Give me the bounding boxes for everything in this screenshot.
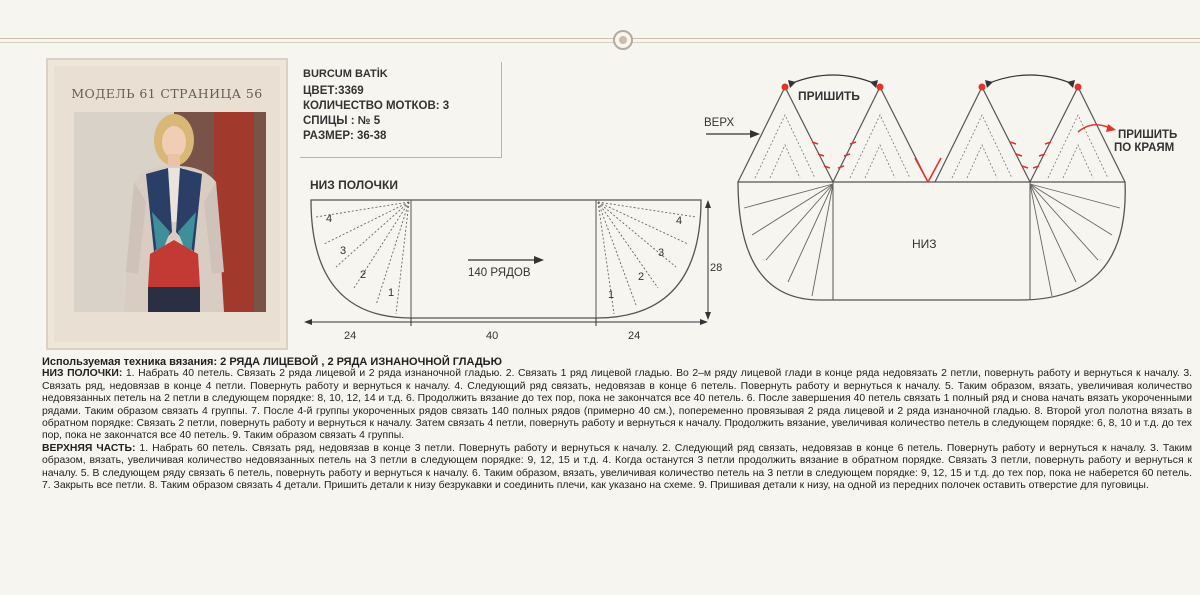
- width-right: 24: [628, 330, 641, 342]
- seam-marks: [812, 142, 1051, 182]
- front-panel-outline: [311, 200, 701, 318]
- lower-right-wedges: [1030, 184, 1120, 296]
- front-diagram-title: НИЗ ПОЛОЧКИ: [310, 178, 398, 192]
- model-photo: [74, 112, 266, 312]
- width-left: 24: [344, 330, 357, 342]
- upper-triangles: [738, 87, 1125, 182]
- left-wedge-2: 2: [360, 269, 367, 281]
- right-wedge-4: 4: [676, 215, 683, 227]
- right-wedge-3: 3: [658, 247, 665, 259]
- height-dimension: 28: [710, 262, 723, 274]
- needle-size: СПИЦЫ : № 5: [303, 115, 381, 127]
- yarn-brand: BURCUM BATİK: [303, 68, 388, 80]
- yarn-skeins: КОЛИЧЕСТВО МОТКОВ: 3: [303, 100, 450, 112]
- triangle-guides: [755, 115, 1108, 178]
- rows-arrow-head: [534, 256, 544, 264]
- top-instructions: [42, 443, 1192, 493]
- right-wedge-2: 2: [638, 271, 645, 283]
- upper-assembly-diagram: [700, 70, 1200, 306]
- bottom-label: НИЗ: [912, 237, 937, 251]
- sew-arcs: [790, 75, 1073, 84]
- technique-line: Используемая техника вязания: 2 РЯДА ЛИЦЕВОЙ , 2 РЯДА ИЗНАНОЧНОЙ ГЛАДЬЮ: [42, 356, 502, 368]
- left-wedge-1: 1: [388, 287, 395, 299]
- front-heading: НИЗ ПОЛОЧКИ:: [42, 368, 123, 380]
- ornament-icon: [613, 30, 633, 50]
- model-figure-image: [124, 112, 234, 312]
- lower-left-wedges: [744, 184, 833, 296]
- top-rule-secondary: [0, 42, 1200, 43]
- sew-edges-label: ПРИШИТЬ ПО КРАЯМ: [1114, 129, 1178, 154]
- top-label: ВЕРХ: [704, 117, 735, 129]
- instructions-block: [42, 356, 1192, 492]
- rows-label: 140 РЯДОВ: [468, 267, 531, 279]
- right-wedge-1: 1: [608, 289, 615, 301]
- top-text: 1. Набрать 60 петель. Связать ряд, недовязав в конце 3 петли. Повернуть работу и вернуться к началу. 2. Следующий ряд связать, недовязав в конце 6 петель. Повернуть работу и вернуться к началу. 3. Таким образом, вязать, увеличивая количество недовязанных петель на 3 петли в следующем порядке: 9, 12, 15 и т.д. 4. Когда останутся 3 петли продолжить вязание в обратном порядке. Связать 3 петли, повернуть работу и вернуться к началу. 5. В следующем ряду связать 6 петель, повернуть работу и вернуться к началу. 6. Таким образом, вязать, увеличивая количество петель на 3 петли в следующем порядке: 9, 12, 15 и т.д. до тех пор, пока не наберется 60 петель. 7. Закрыть все петли. 8. Таким образом связать 4 детали. Пришить детали к низу безрукавки и соединить плечи, как указано на схеме. 9. Пришивая детали к низу, на одной из передних полочек оставить отверстие для пуговицы.: [42, 442, 1193, 492]
- front-instructions: [42, 368, 1192, 442]
- yarn-color: ЦВЕТ:3369: [303, 85, 364, 97]
- garment-size: РАЗМЕР: 36-38: [303, 130, 387, 142]
- front-bottom-diagram: [296, 172, 726, 350]
- width-center: 40: [486, 330, 499, 342]
- left-wedge-3: 3: [340, 245, 347, 257]
- model-photo-card: [46, 58, 288, 350]
- front-text: 1. Набрать 40 петель. Связать 2 ряда лицевой и 2 ряда изнаночной гладью. 2. Связать 1 ряд лицевой гладью. Во 2–м ряду лицевой глади в конце ряда недовязать 2 петли, повернуть работу и вернуться к началу. 3. Связать ряд, недовязав в конце 4 петли. Повернуть работу и вернуться к началу. 4. Следующий ряд связать, недовязав в конце 6 петель. Повернуть работу и вернуться к началу. 5. Таким образом, вязать, увеличивая количество недовязанных петель на 2 петли в следующем порядке: 8, 10, 12, 14 и т.д. 6. Продолжить вязание до тех пор, пока не закончатся все 40 петель. 6. После завершения 40 петель связать 1 полный ряд и снова начать вязать укороченными рядами. Таким образом связать 4 группы. 7. После 4-й группы укороченных рядов связать 140 полных рядов (примерно 40 см.), попеременно провязывая 2 ряда лицевой и 2 ряда изнаночной гладью. 8. Второй угол полотна вязать в обратном порядке: Связать 2 петли, повернуть работу и вернуться к началу. Затем связать 4 петли, повернуть работу и вернуться к началу. Продолжить вязание, увеличивая количество петель в следующем порядке: 6, 8, 10 и т.д. до тех пор, пока не закончатся все 40 петель. 9. Таким образом связать 4 группы.: [42, 368, 1193, 442]
- top-rule: [0, 38, 1200, 39]
- left-wedge-4: 4: [326, 213, 333, 225]
- yarn-info-box: [300, 62, 502, 158]
- sew-label: ПРИШИТЬ: [798, 89, 860, 103]
- model-caption: МОДЕЛЬ 61 СТРАНИЦА 56: [71, 86, 263, 101]
- top-heading: ВЕРХНЯЯ ЧАСТЬ:: [42, 442, 136, 454]
